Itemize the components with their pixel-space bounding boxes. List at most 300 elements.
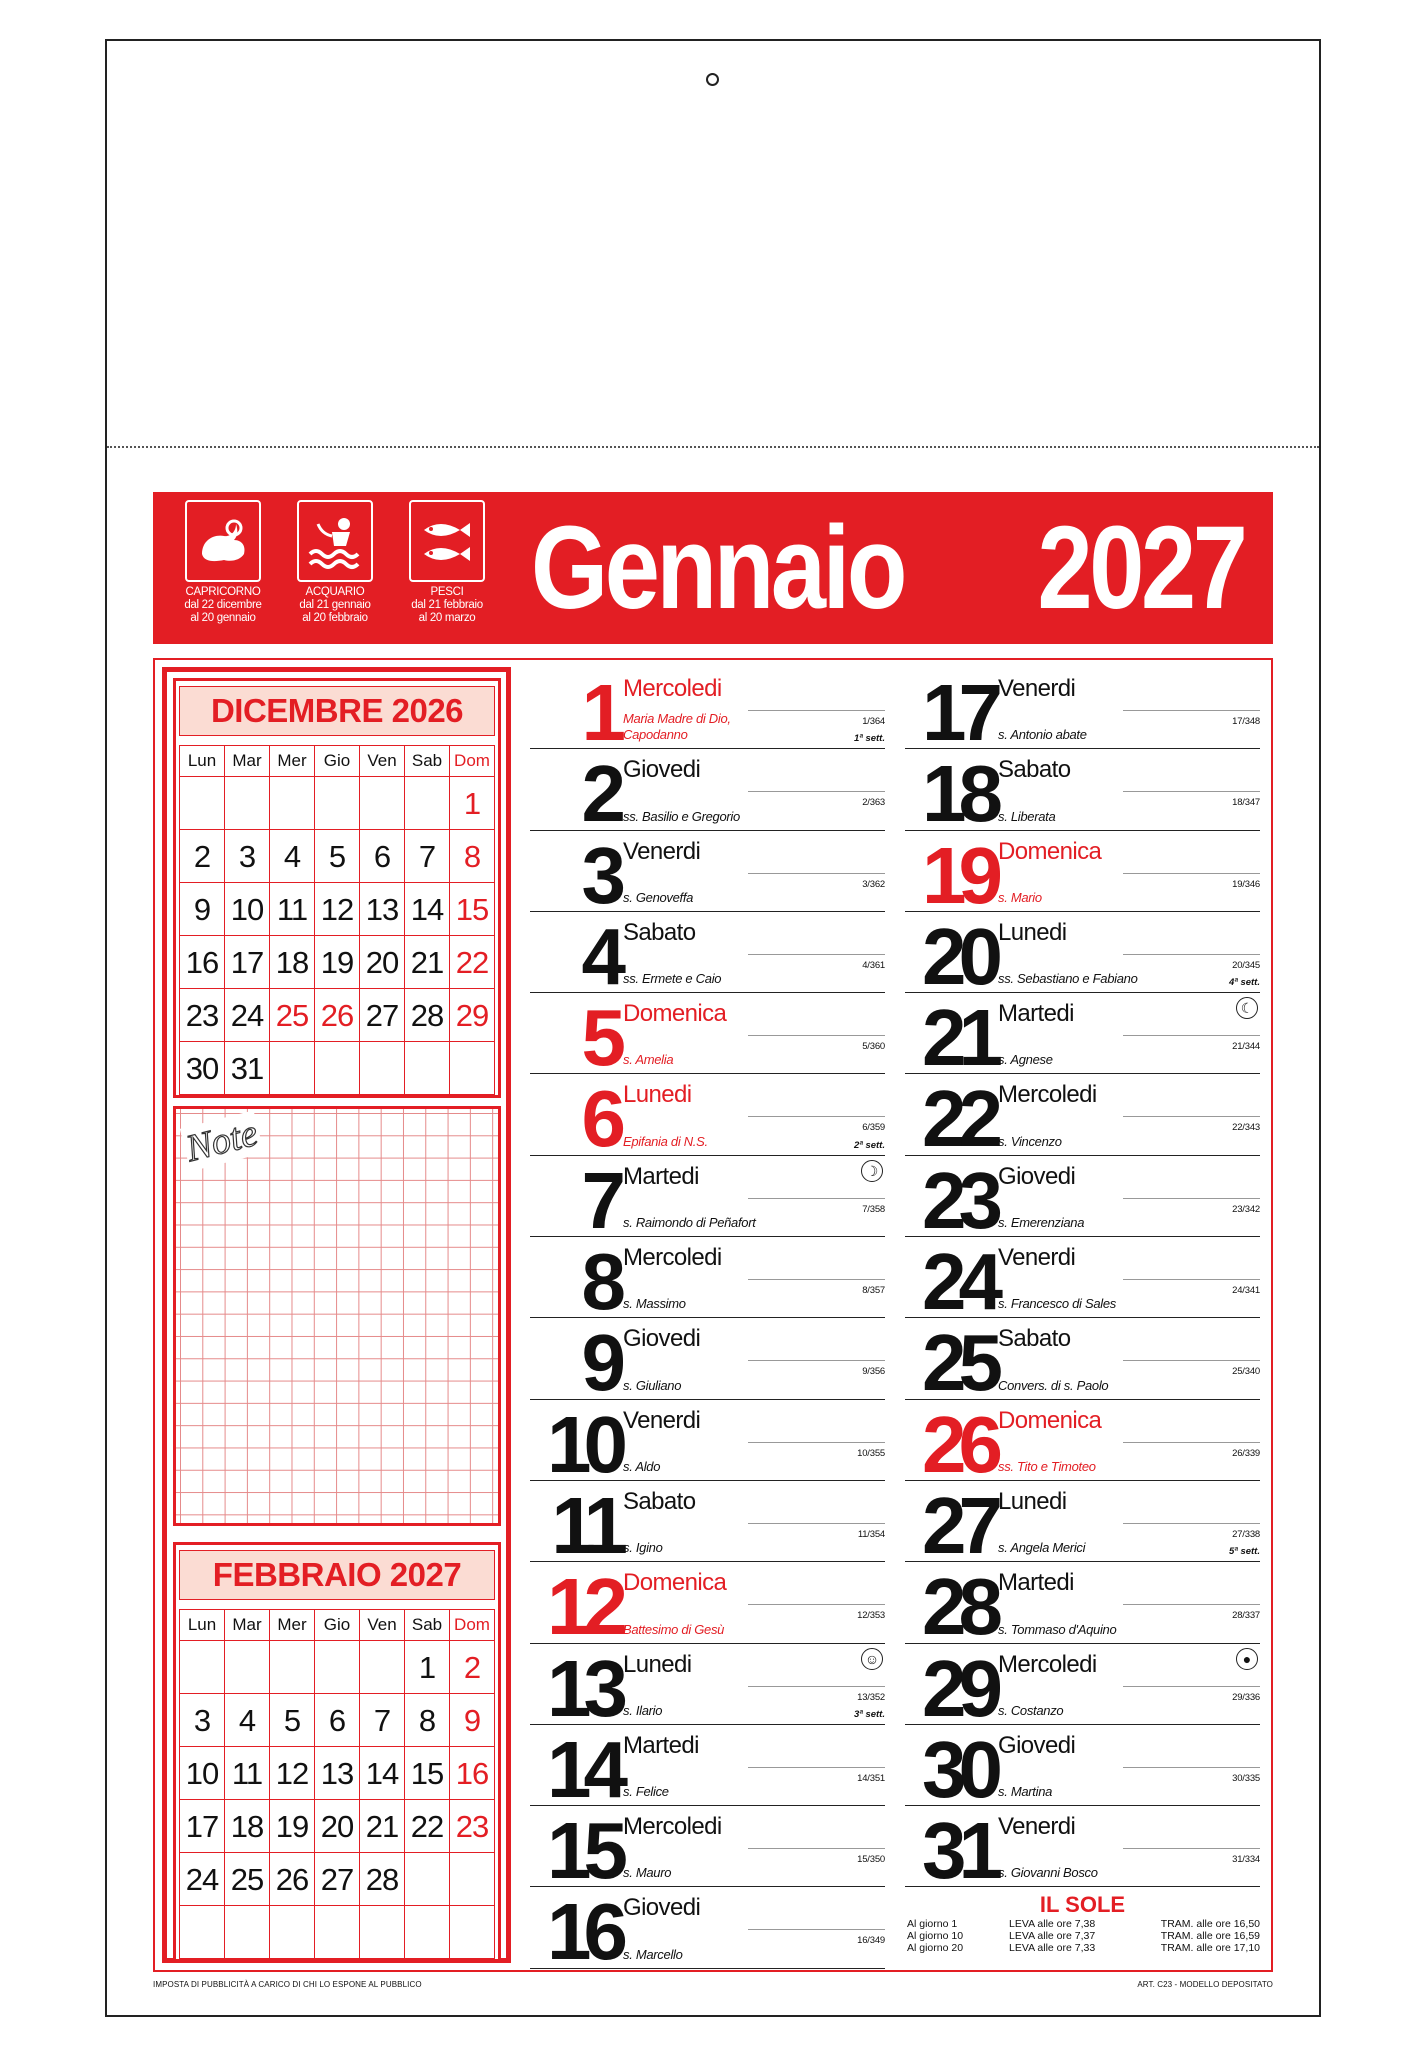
saint-name: ss. Sebastiano e Fabiano [998, 971, 1138, 987]
day-number: 30 [922, 1724, 995, 1814]
day-row[interactable] [530, 749, 885, 839]
mini-calendar-day: 6 [360, 830, 405, 883]
day-row[interactable] [530, 668, 885, 757]
saint-name: s. Mario [998, 889, 1042, 905]
sun-rise: LEVA alle ore 7,38 [1009, 1918, 1096, 1930]
mini-calendar-day [270, 1906, 315, 1959]
mini-calendar-day: 6 [315, 1694, 360, 1747]
day-row[interactable] [530, 1643, 885, 1733]
saint-name: s. Marcello [623, 1946, 683, 1962]
day-name: Lunedi [998, 1487, 1067, 1515]
zodiac-name: PESCI [430, 586, 464, 598]
calendar-body [153, 492, 1273, 1989]
day-number: 28 [922, 1562, 995, 1652]
day-name: Lunedi [623, 1650, 692, 1678]
day-divider [748, 1198, 885, 1199]
day-number: 22 [922, 1074, 995, 1164]
day-number: 12 [547, 1562, 620, 1652]
saint-name: s. Vincenzo [998, 1133, 1062, 1149]
saint-name: s. Igino [623, 1540, 663, 1556]
day-name: Mercoledi [998, 1650, 1097, 1678]
saint-name: s. Tommaso d'Aquino [998, 1621, 1117, 1637]
saint-name: ss. Basilio e Gregorio [623, 808, 740, 824]
day-name: Venerdi [623, 1406, 701, 1434]
mini-calendar-day: 14 [405, 883, 450, 936]
mini-calendar-day: 30 [180, 1042, 225, 1095]
saint-name: s. Ilario [623, 1702, 663, 1718]
moon-phase-icon: ☺ [861, 1648, 883, 1670]
day-name: Giovedi [623, 1325, 701, 1353]
day-of-year: 14/351 [857, 1772, 885, 1784]
mini-calendar-day: 15 [405, 1747, 450, 1800]
mini-calendar-day: 9 [180, 883, 225, 936]
day-of-year: 22/343 [1232, 1122, 1260, 1134]
weekday-header: Sab [405, 1610, 450, 1641]
day-name: Mercoledi [623, 1813, 722, 1841]
mini-calendar-day: 2 [180, 830, 225, 883]
day-divider [748, 1604, 885, 1605]
saint-name: Convers. di s. Paolo [998, 1377, 1109, 1393]
saint-name: Battesimo di Gesù [623, 1621, 725, 1637]
mini-calendar-day: 16 [180, 936, 225, 989]
mini-calendar-day [405, 1906, 450, 1959]
day-number: 24 [922, 1237, 995, 1327]
day-row[interactable] [530, 1480, 885, 1570]
day-name: Venerdi [998, 1813, 1076, 1841]
day-number: 16 [547, 1887, 620, 1977]
day-row[interactable] [530, 1724, 885, 1814]
day-of-year: 15/350 [857, 1854, 885, 1866]
day-number: 4 [581, 911, 620, 1001]
weekday-header: Gio [315, 1610, 360, 1641]
moon-phase-icon: ☾ [1236, 997, 1258, 1019]
mini-calendar-day [180, 777, 225, 830]
day-divider [748, 791, 885, 792]
mini-calendar-day [360, 1042, 405, 1095]
week-number: 1ª sett. [854, 733, 885, 745]
day-of-year: 30/335 [1232, 1772, 1260, 1784]
pisces-icon [409, 500, 485, 582]
saint-name: s. Liberata [998, 808, 1056, 824]
day-divider [748, 1686, 885, 1687]
mini-calendar-day: 10 [180, 1747, 225, 1800]
saint-name: s. Martina [998, 1784, 1053, 1800]
sun-set: TRAM. alle ore 16,59 [1160, 1930, 1260, 1942]
day-divider [748, 1523, 885, 1524]
day-name: Mercoledi [998, 1081, 1097, 1109]
day-row[interactable] [530, 1562, 885, 1652]
saint-name: s. Antonio abate [998, 727, 1087, 743]
year-title: 2027 [1037, 502, 1245, 634]
day-of-year: 18/347 [1232, 797, 1260, 809]
mini-calendar-day: 25 [270, 989, 315, 1042]
day-name: Venerdi [623, 837, 701, 865]
zodiac-date-to: al 20 gennaio [190, 612, 256, 624]
mini-calendar-day [450, 1853, 495, 1906]
day-name: Domenica [623, 1000, 727, 1028]
weekday-header: Lun [180, 1610, 225, 1641]
day-row[interactable] [530, 1074, 885, 1164]
mini-calendar-day: 22 [405, 1800, 450, 1853]
day-row[interactable] [530, 993, 885, 1083]
day-name: Giovedi [623, 1894, 701, 1922]
mini-calendar-day: 11 [270, 883, 315, 936]
weekday-header: Dom [450, 1610, 495, 1641]
side-panel [162, 667, 511, 1963]
day-name: Sabato [623, 1487, 696, 1515]
sun-day: Al giorno 10 [907, 1930, 964, 1942]
sun-times [905, 1887, 1260, 1957]
saint-name: s. Agnese [998, 1052, 1053, 1068]
mini-calendar-day [405, 777, 450, 830]
perforation-line [107, 446, 1319, 448]
footer-model-note: ART. C23 - MODELLO DEPOSITATO [1137, 1980, 1273, 1989]
day-number: 23 [922, 1155, 995, 1245]
day-of-year: 1/364 [862, 716, 885, 727]
day-number: 1 [581, 668, 620, 757]
mini-calendar-day: 26 [270, 1853, 315, 1906]
day-divider [748, 1360, 885, 1361]
saint-name: s. Emerenziana [998, 1215, 1085, 1231]
mini-calendar-day: 17 [180, 1800, 225, 1853]
hanging-hole [706, 73, 719, 86]
weekday-header: Ven [360, 1610, 405, 1641]
day-number: 5 [581, 993, 620, 1083]
day-number: 15 [547, 1806, 620, 1896]
zodiac-date-to: al 20 marzo [418, 612, 476, 624]
aquarius-icon [297, 500, 373, 582]
zodiac-date-from: dal 21 gennaio [299, 599, 371, 611]
mini-calendar-day: 20 [315, 1800, 360, 1853]
day-of-year: 4/361 [862, 959, 885, 971]
day-divider [748, 954, 885, 955]
day-of-year: 2/363 [862, 797, 885, 809]
day-divider [748, 710, 885, 711]
mini-calendar-day: 15 [450, 883, 495, 936]
day-number: 18 [922, 749, 995, 839]
day-name: Venerdi [998, 1244, 1076, 1272]
mini-calendar-day: 29 [450, 989, 495, 1042]
day-number: 26 [922, 1399, 995, 1489]
zodiac-name: ACQUARIO [305, 586, 365, 598]
sun-row [905, 1942, 1260, 1954]
day-name: Martedi [623, 1162, 699, 1190]
day-row[interactable] [530, 1887, 885, 1977]
day-number: 29 [922, 1643, 995, 1733]
day-of-year: 29/336 [1232, 1691, 1260, 1703]
day-column-2-area [905, 668, 1260, 1958]
mini-calendar-title: FEBBRAIO 2027 [179, 1550, 495, 1600]
sun-row [905, 1918, 1260, 1930]
mini-calendar-day [450, 1042, 495, 1095]
week-number: 2ª sett. [854, 1139, 885, 1151]
day-name: Mercoledi [623, 675, 722, 702]
day-divider [748, 1929, 885, 1930]
mini-calendar-day [450, 1906, 495, 1959]
mini-calendar-day: 5 [315, 830, 360, 883]
day-name: Sabato [998, 756, 1071, 784]
day-name: Lunedi [623, 1081, 692, 1109]
mini-calendar-day: 1 [405, 1641, 450, 1694]
day-row[interactable] [530, 1318, 885, 1408]
mini-calendar-day [360, 777, 405, 830]
day-of-year: 10/355 [857, 1447, 885, 1459]
zodiac-date-from: dal 21 febbraio [411, 599, 483, 611]
month-header [153, 492, 1273, 644]
mini-calendar-day [315, 1641, 360, 1694]
zodiac-aquarius [287, 500, 383, 625]
day-column-1 [530, 668, 885, 1977]
mini-calendar-grid [179, 745, 495, 1095]
day-name: Martedi [998, 1569, 1074, 1597]
day-name: Sabato [998, 1325, 1071, 1353]
day-of-year: 17/348 [1232, 716, 1260, 727]
mini-calendar-day: 23 [180, 989, 225, 1042]
saint-name: s. Amelia [623, 1052, 674, 1068]
sun-set: TRAM. alle ore 16,50 [1160, 1918, 1260, 1930]
mini-calendar-day: 23 [450, 1800, 495, 1853]
sun-set: TRAM. alle ore 17,10 [1160, 1942, 1260, 1954]
mini-calendar-day: 24 [225, 989, 270, 1042]
saint-name: s. Giovanni Bosco [998, 1865, 1098, 1881]
mini-calendar-day: 18 [270, 936, 315, 989]
zodiac-name: CAPRICORNO [185, 586, 261, 598]
mini-calendar-day: 31 [225, 1042, 270, 1095]
saint-name: ss. Tito e Timoteo [998, 1458, 1096, 1474]
day-of-year: 13/352 [857, 1691, 885, 1703]
day-name: Martedi [623, 1731, 699, 1759]
mini-calendar-day: 19 [270, 1800, 315, 1853]
day-divider [748, 1848, 885, 1849]
saint-name: s. Felice [623, 1784, 669, 1800]
day-number: 8 [581, 1237, 620, 1327]
day-of-year: 3/362 [862, 878, 885, 890]
day-of-year: 11/354 [857, 1528, 885, 1540]
mini-calendar-day [225, 1641, 270, 1694]
saint-name: s. Mauro [623, 1865, 672, 1881]
mini-calendar-day: 4 [270, 830, 315, 883]
mini-calendar-day: 22 [450, 936, 495, 989]
weekday-header: Mar [225, 1610, 270, 1641]
saint-name: s. Massimo [623, 1296, 686, 1312]
mini-calendar-day: 17 [225, 936, 270, 989]
day-number: 6 [581, 1074, 620, 1164]
zodiac-capricorn [175, 500, 271, 625]
day-number: 19 [922, 830, 995, 920]
day-of-year: 21/344 [1232, 1041, 1260, 1053]
day-number: 17 [922, 668, 995, 757]
moon-phase-icon: ● [1236, 1648, 1258, 1670]
month-title: Gennaio [531, 502, 905, 634]
mini-calendar-day: 27 [315, 1853, 360, 1906]
saint-name: Epifania di N.S. [623, 1133, 708, 1149]
day-of-year: 16/349 [857, 1935, 885, 1947]
day-number: 20 [922, 911, 995, 1001]
weekday-header: Mer [270, 746, 315, 777]
saint-name: s. Aldo [623, 1458, 661, 1474]
day-name: Giovedi [623, 756, 701, 784]
day-number: 2 [581, 749, 620, 839]
zodiac-pisces [399, 500, 495, 625]
day-divider [748, 1116, 885, 1117]
day-number: 11 [551, 1480, 620, 1570]
day-of-year: 19/346 [1232, 878, 1260, 890]
mini-calendar-day: 24 [180, 1853, 225, 1906]
day-number: 21 [922, 993, 995, 1083]
mini-calendar-day: 14 [360, 1747, 405, 1800]
day-number: 31 [922, 1806, 995, 1896]
day-row[interactable] [530, 1237, 885, 1327]
mini-calendar-day: 28 [405, 989, 450, 1042]
mini-calendar-day: 16 [450, 1747, 495, 1800]
week-number: 3ª sett. [854, 1708, 885, 1720]
mini-calendar-day: 25 [225, 1853, 270, 1906]
mini-calendar-day: 8 [450, 830, 495, 883]
day-of-year: 9/356 [862, 1366, 885, 1378]
mini-calendar-day: 8 [405, 1694, 450, 1747]
zodiac-date-to: al 20 febbraio [302, 612, 368, 624]
day-number: 13 [547, 1643, 620, 1733]
mini-calendar-day [405, 1853, 450, 1906]
mini-calendar-day: 21 [360, 1800, 405, 1853]
day-number: 7 [581, 1155, 620, 1245]
day-name: Domenica [998, 1406, 1102, 1434]
saint-name: s. Giuliano [623, 1377, 682, 1393]
mini-calendar-day: 2 [450, 1641, 495, 1694]
day-of-year: 20/345 [1232, 959, 1260, 971]
weekday-header: Ven [360, 746, 405, 777]
week-number: 4ª sett. [1229, 977, 1260, 989]
day-divider [748, 1767, 885, 1768]
mini-calendar-day [360, 1906, 405, 1959]
day-row[interactable] [530, 830, 885, 920]
day-number: 14 [547, 1724, 620, 1814]
zodiac-date-from: dal 22 dicembre [184, 599, 262, 611]
mini-calendar-day [180, 1906, 225, 1959]
day-name: Venerdi [998, 675, 1076, 702]
mini-calendar-day: 7 [360, 1694, 405, 1747]
mini-calendar-day [315, 777, 360, 830]
day-name: Domenica [998, 837, 1102, 865]
day-of-year: 24/341 [1232, 1285, 1260, 1297]
weekday-header: Gio [315, 746, 360, 777]
notes-label: Note [180, 1110, 264, 1171]
saint-name-line2: Capodanno [623, 727, 688, 743]
weekday-header: Mer [270, 1610, 315, 1641]
day-of-year: 12/353 [857, 1610, 885, 1622]
weekday-header: Sab [405, 746, 450, 777]
day-name: Giovedi [998, 1731, 1076, 1759]
mini-calendar-day: 12 [270, 1747, 315, 1800]
saint-name: s. Costanzo [998, 1702, 1064, 1718]
mini-calendar-day: 10 [225, 883, 270, 936]
mini-calendar-day: 1 [450, 777, 495, 830]
day-of-year: 26/339 [1232, 1447, 1260, 1459]
mini-calendar-day [360, 1641, 405, 1694]
day-of-year: 27/338 [1232, 1528, 1260, 1540]
mini-calendar-day [315, 1906, 360, 1959]
sun-title: IL SOLE [1039, 1892, 1126, 1917]
saint-name: s. Genoveffa [623, 889, 694, 905]
day-number: 27 [922, 1480, 995, 1570]
day-divider [748, 873, 885, 874]
mini-calendar-day: 21 [405, 936, 450, 989]
mini-calendar-day [270, 1641, 315, 1694]
mini-calendar-december [173, 678, 501, 1098]
day-row[interactable] [530, 1399, 885, 1489]
day-of-year: 6/359 [862, 1122, 885, 1134]
day-row[interactable] [530, 911, 885, 1001]
day-row[interactable] [530, 1806, 885, 1896]
saint-name: s. Francesco di Sales [998, 1296, 1116, 1312]
day-name: Martedi [998, 1000, 1074, 1028]
day-divider [748, 1035, 885, 1036]
mini-calendar-day [270, 1042, 315, 1095]
mini-calendar-february [173, 1542, 501, 1962]
mini-calendar-day [225, 777, 270, 830]
day-of-year: 31/334 [1232, 1854, 1260, 1866]
mini-calendar-day: 9 [450, 1694, 495, 1747]
mini-calendar-day: 13 [315, 1747, 360, 1800]
footer-tax-note: IMPOSTA DI PUBBLICITÀ A CARICO DI CHI LO ESPONE AL PUBBLICO [153, 1980, 422, 1989]
mini-calendar-day [315, 1042, 360, 1095]
mini-calendar-day: 28 [360, 1853, 405, 1906]
notes-grid[interactable] [173, 1106, 501, 1526]
sun-day: Al giorno 1 [907, 1918, 958, 1930]
mini-calendar-day: 26 [315, 989, 360, 1042]
day-number: 3 [581, 830, 620, 920]
day-name: Sabato [623, 918, 696, 946]
day-of-year: 8/357 [862, 1285, 885, 1297]
day-number: 9 [581, 1318, 620, 1408]
mini-calendar-day: 12 [315, 883, 360, 936]
mini-calendar-day: 5 [270, 1694, 315, 1747]
sun-row [905, 1930, 1260, 1942]
day-of-year: 25/340 [1232, 1366, 1260, 1378]
mini-calendar-day: 19 [315, 936, 360, 989]
mini-calendar-day: 7 [405, 830, 450, 883]
mini-calendar-grid [179, 1609, 495, 1959]
mini-calendar-day: 3 [225, 830, 270, 883]
day-number: 10 [547, 1399, 620, 1489]
day-name: Mercoledi [623, 1244, 722, 1272]
day-divider [748, 1279, 885, 1280]
day-divider [748, 1442, 885, 1443]
mini-calendar-day: 27 [360, 989, 405, 1042]
capricorn-icon [185, 500, 261, 582]
sun-rise: LEVA alle ore 7,33 [1009, 1942, 1096, 1954]
day-number: 25 [922, 1318, 995, 1408]
mini-calendar-day [270, 777, 315, 830]
mini-calendar-day: 3 [180, 1694, 225, 1747]
calendar-frame [153, 658, 1273, 1977]
sun-rise: LEVA alle ore 7,37 [1009, 1930, 1096, 1942]
day-name: Domenica [623, 1569, 727, 1597]
mini-calendar-day [225, 1906, 270, 1959]
saint-name: ss. Ermete e Caio [623, 971, 722, 987]
weekday-header: Lun [180, 746, 225, 777]
day-of-year: 7/358 [862, 1203, 885, 1215]
mini-calendar-day: 13 [360, 883, 405, 936]
day-of-year: 5/360 [862, 1041, 885, 1053]
weekday-header: Mar [225, 746, 270, 777]
saint-name: Maria Madre di Dio, [623, 711, 731, 727]
mini-calendar-day: 4 [225, 1694, 270, 1747]
day-row[interactable] [530, 1155, 885, 1245]
weekday-header: Dom [450, 746, 495, 777]
mini-calendar-day [405, 1042, 450, 1095]
day-name: Lunedi [998, 918, 1067, 946]
